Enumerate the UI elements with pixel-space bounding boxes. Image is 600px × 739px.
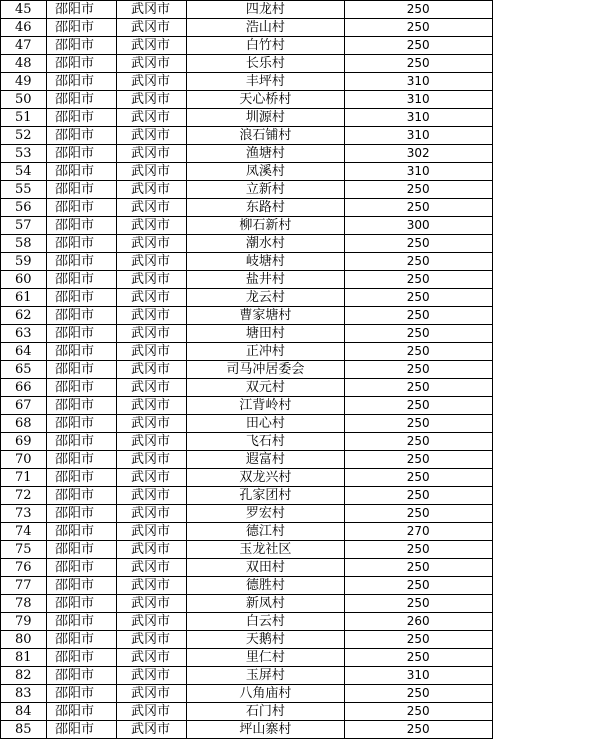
blank-cell [492, 541, 600, 559]
county-cell: 武冈市 [116, 307, 186, 325]
county-cell: 武冈市 [116, 685, 186, 703]
city-cell: 邵阳市 [46, 685, 116, 703]
value-cell: 250 [344, 361, 492, 379]
city-cell: 邵阳市 [46, 73, 116, 91]
value-cell: 250 [344, 631, 492, 649]
village-cell: 江背岭村 [186, 397, 344, 415]
row-number-cell: 70 [1, 451, 47, 469]
blank-cell [492, 343, 600, 361]
village-cell: 圳源村 [186, 109, 344, 127]
value-cell: 302 [344, 145, 492, 163]
value-cell: 250 [344, 577, 492, 595]
blank-cell [492, 703, 600, 721]
village-cell: 岐塘村 [186, 253, 344, 271]
row-number-cell: 45 [1, 1, 47, 19]
row-number-cell: 83 [1, 685, 47, 703]
row-number-cell: 50 [1, 91, 47, 109]
blank-cell [492, 253, 600, 271]
blank-cell [492, 577, 600, 595]
village-cell: 浩山村 [186, 19, 344, 37]
village-cell: 立新村 [186, 181, 344, 199]
table-row [1, 703, 600, 721]
row-number-cell: 71 [1, 469, 47, 487]
village-cell: 罗宏村 [186, 505, 344, 523]
city-cell: 邵阳市 [46, 325, 116, 343]
value-cell: 270 [344, 523, 492, 541]
blank-cell [492, 397, 600, 415]
row-number-cell: 49 [1, 73, 47, 91]
city-cell: 邵阳市 [46, 217, 116, 235]
county-cell: 武冈市 [116, 343, 186, 361]
row-number-cell: 46 [1, 19, 47, 37]
village-cell: 玉龙社区 [186, 541, 344, 559]
county-cell: 武冈市 [116, 487, 186, 505]
county-cell: 武冈市 [116, 235, 186, 253]
village-cell: 曹家塘村 [186, 307, 344, 325]
county-cell: 武冈市 [116, 505, 186, 523]
village-cell: 丰坪村 [186, 73, 344, 91]
table-row [1, 361, 600, 379]
city-cell: 邵阳市 [46, 199, 116, 217]
county-cell: 武冈市 [116, 289, 186, 307]
value-cell: 250 [344, 325, 492, 343]
value-cell: 250 [344, 469, 492, 487]
value-cell: 250 [344, 685, 492, 703]
city-cell: 邵阳市 [46, 91, 116, 109]
blank-cell [492, 19, 600, 37]
row-number-cell: 69 [1, 433, 47, 451]
county-cell: 武冈市 [116, 217, 186, 235]
county-cell: 武冈市 [116, 595, 186, 613]
value-cell: 310 [344, 163, 492, 181]
blank-cell [492, 415, 600, 433]
blank-cell [492, 127, 600, 145]
village-cell: 龙云村 [186, 289, 344, 307]
county-cell: 武冈市 [116, 631, 186, 649]
village-cell: 坪山寨村 [186, 721, 344, 739]
city-cell: 邵阳市 [46, 523, 116, 541]
value-cell: 250 [344, 451, 492, 469]
village-cell: 正冲村 [186, 343, 344, 361]
row-number-cell: 65 [1, 361, 47, 379]
village-cell: 长乐村 [186, 55, 344, 73]
row-number-cell: 56 [1, 199, 47, 217]
village-cell: 浪石铺村 [186, 127, 344, 145]
city-cell: 邵阳市 [46, 127, 116, 145]
city-cell: 邵阳市 [46, 307, 116, 325]
county-cell: 武冈市 [116, 613, 186, 631]
value-cell: 250 [344, 415, 492, 433]
blank-cell [492, 595, 600, 613]
blank-cell [492, 55, 600, 73]
row-number-cell: 72 [1, 487, 47, 505]
value-cell: 250 [344, 721, 492, 739]
row-number-cell: 68 [1, 415, 47, 433]
village-cell: 田心村 [186, 415, 344, 433]
row-number-cell: 73 [1, 505, 47, 523]
blank-cell [492, 649, 600, 667]
county-cell: 武冈市 [116, 109, 186, 127]
value-cell: 250 [344, 649, 492, 667]
blank-cell [492, 667, 600, 685]
village-cell: 盐井村 [186, 271, 344, 289]
blank-cell [492, 631, 600, 649]
blank-cell [492, 361, 600, 379]
village-cell: 新凤村 [186, 595, 344, 613]
county-cell: 武冈市 [116, 19, 186, 37]
village-cell: 飞石村 [186, 433, 344, 451]
city-cell: 邵阳市 [46, 271, 116, 289]
village-cell: 双龙兴村 [186, 469, 344, 487]
blank-cell [492, 181, 600, 199]
value-cell: 250 [344, 289, 492, 307]
county-cell: 武冈市 [116, 181, 186, 199]
city-cell: 邵阳市 [46, 19, 116, 37]
county-cell: 武冈市 [116, 163, 186, 181]
value-cell: 260 [344, 613, 492, 631]
value-cell: 250 [344, 37, 492, 55]
county-cell: 武冈市 [116, 433, 186, 451]
row-number-cell: 60 [1, 271, 47, 289]
city-cell: 邵阳市 [46, 1, 116, 19]
village-cell: 石门村 [186, 703, 344, 721]
row-number-cell: 57 [1, 217, 47, 235]
value-cell: 250 [344, 703, 492, 721]
row-number-cell: 48 [1, 55, 47, 73]
table-row [1, 685, 600, 703]
city-cell: 邵阳市 [46, 361, 116, 379]
blank-cell [492, 1, 600, 19]
row-number-cell: 81 [1, 649, 47, 667]
value-cell: 250 [344, 343, 492, 361]
county-cell: 武冈市 [116, 253, 186, 271]
county-cell: 武冈市 [116, 127, 186, 145]
blank-cell [492, 37, 600, 55]
county-cell: 武冈市 [116, 541, 186, 559]
row-number-cell: 59 [1, 253, 47, 271]
table-row [1, 343, 600, 361]
table-row [1, 379, 600, 397]
blank-cell [492, 685, 600, 703]
table-row [1, 541, 600, 559]
village-cell: 凤溪村 [186, 163, 344, 181]
city-cell: 邵阳市 [46, 379, 116, 397]
village-cell: 德胜村 [186, 577, 344, 595]
value-cell: 250 [344, 1, 492, 19]
table-row [1, 145, 600, 163]
table-row [1, 163, 600, 181]
table-row [1, 307, 600, 325]
county-cell: 武冈市 [116, 271, 186, 289]
village-cell: 渔塘村 [186, 145, 344, 163]
value-cell: 250 [344, 595, 492, 613]
city-cell: 邵阳市 [46, 289, 116, 307]
city-cell: 邵阳市 [46, 595, 116, 613]
table-row [1, 325, 600, 343]
blank-cell [492, 523, 600, 541]
village-cell: 塘田村 [186, 325, 344, 343]
row-number-cell: 85 [1, 721, 47, 739]
county-cell: 武冈市 [116, 577, 186, 595]
city-cell: 邵阳市 [46, 145, 116, 163]
city-cell: 邵阳市 [46, 631, 116, 649]
village-cell: 司马冲居委会 [186, 361, 344, 379]
city-cell: 邵阳市 [46, 397, 116, 415]
blank-cell [492, 163, 600, 181]
blank-cell [492, 307, 600, 325]
row-number-cell: 54 [1, 163, 47, 181]
city-cell: 邵阳市 [46, 559, 116, 577]
value-cell: 250 [344, 253, 492, 271]
village-cell: 双田村 [186, 559, 344, 577]
table-row [1, 649, 600, 667]
city-cell: 邵阳市 [46, 469, 116, 487]
row-number-cell: 52 [1, 127, 47, 145]
value-cell: 250 [344, 505, 492, 523]
blank-cell [492, 433, 600, 451]
table-row [1, 19, 600, 37]
table-row [1, 127, 600, 145]
value-cell: 250 [344, 307, 492, 325]
table-row [1, 271, 600, 289]
city-cell: 邵阳市 [46, 721, 116, 739]
village-cell: 里仁村 [186, 649, 344, 667]
village-cell: 白云村 [186, 613, 344, 631]
blank-cell [492, 469, 600, 487]
row-number-cell: 79 [1, 613, 47, 631]
village-cell: 东路村 [186, 199, 344, 217]
county-cell: 武冈市 [116, 451, 186, 469]
table-row [1, 505, 600, 523]
table-row [1, 631, 600, 649]
value-cell: 310 [344, 667, 492, 685]
county-cell: 武冈市 [116, 361, 186, 379]
table-row [1, 109, 600, 127]
village-cell: 柳石新村 [186, 217, 344, 235]
value-cell: 250 [344, 559, 492, 577]
city-cell: 邵阳市 [46, 613, 116, 631]
county-cell: 武冈市 [116, 397, 186, 415]
value-cell: 310 [344, 127, 492, 145]
blank-cell [492, 505, 600, 523]
table-row [1, 487, 600, 505]
county-cell: 武冈市 [116, 379, 186, 397]
table-row [1, 667, 600, 685]
table-row [1, 73, 600, 91]
table-row [1, 37, 600, 55]
table-row [1, 1, 600, 19]
county-cell: 武冈市 [116, 703, 186, 721]
county-cell: 武冈市 [116, 199, 186, 217]
row-number-cell: 51 [1, 109, 47, 127]
village-cell: 八角庙村 [186, 685, 344, 703]
city-cell: 邵阳市 [46, 55, 116, 73]
row-number-cell: 82 [1, 667, 47, 685]
county-cell: 武冈市 [116, 667, 186, 685]
table-row [1, 397, 600, 415]
blank-cell [492, 199, 600, 217]
table-row [1, 595, 600, 613]
city-cell: 邵阳市 [46, 433, 116, 451]
city-cell: 邵阳市 [46, 649, 116, 667]
row-number-cell: 78 [1, 595, 47, 613]
county-cell: 武冈市 [116, 145, 186, 163]
table-row [1, 199, 600, 217]
village-cell: 天鹅村 [186, 631, 344, 649]
city-cell: 邵阳市 [46, 235, 116, 253]
blank-cell [492, 73, 600, 91]
row-number-cell: 61 [1, 289, 47, 307]
village-cell: 遐富村 [186, 451, 344, 469]
table-body [1, 1, 600, 739]
city-cell: 邵阳市 [46, 181, 116, 199]
blank-cell [492, 91, 600, 109]
table-row [1, 91, 600, 109]
table-row [1, 577, 600, 595]
row-number-cell: 75 [1, 541, 47, 559]
blank-cell [492, 271, 600, 289]
blank-cell [492, 613, 600, 631]
row-number-cell: 62 [1, 307, 47, 325]
row-number-cell: 66 [1, 379, 47, 397]
city-cell: 邵阳市 [46, 451, 116, 469]
table-row [1, 433, 600, 451]
blank-cell [492, 289, 600, 307]
blank-cell [492, 451, 600, 469]
row-number-cell: 47 [1, 37, 47, 55]
value-cell: 250 [344, 433, 492, 451]
value-cell: 250 [344, 181, 492, 199]
village-cell: 双元村 [186, 379, 344, 397]
city-cell: 邵阳市 [46, 505, 116, 523]
row-number-cell: 67 [1, 397, 47, 415]
city-cell: 邵阳市 [46, 253, 116, 271]
value-cell: 250 [344, 397, 492, 415]
blank-cell [492, 559, 600, 577]
county-cell: 武冈市 [116, 523, 186, 541]
county-cell: 武冈市 [116, 469, 186, 487]
city-cell: 邵阳市 [46, 109, 116, 127]
value-cell: 310 [344, 109, 492, 127]
county-cell: 武冈市 [116, 415, 186, 433]
blank-cell [492, 217, 600, 235]
table-row [1, 613, 600, 631]
value-cell: 250 [344, 541, 492, 559]
county-cell: 武冈市 [116, 37, 186, 55]
value-cell: 310 [344, 73, 492, 91]
blank-cell [492, 379, 600, 397]
city-cell: 邵阳市 [46, 163, 116, 181]
table-row [1, 721, 600, 739]
table-row [1, 217, 600, 235]
value-cell: 250 [344, 487, 492, 505]
row-number-cell: 80 [1, 631, 47, 649]
blank-cell [492, 235, 600, 253]
village-cell: 四龙村 [186, 1, 344, 19]
city-cell: 邵阳市 [46, 667, 116, 685]
table-row [1, 451, 600, 469]
county-cell: 武冈市 [116, 1, 186, 19]
value-cell: 250 [344, 199, 492, 217]
value-cell: 250 [344, 271, 492, 289]
row-number-cell: 76 [1, 559, 47, 577]
blank-cell [492, 487, 600, 505]
city-cell: 邵阳市 [46, 343, 116, 361]
blank-cell [492, 325, 600, 343]
table-row [1, 469, 600, 487]
city-cell: 邵阳市 [46, 415, 116, 433]
city-cell: 邵阳市 [46, 487, 116, 505]
county-cell: 武冈市 [116, 649, 186, 667]
table-row [1, 253, 600, 271]
value-cell: 250 [344, 379, 492, 397]
table-row [1, 181, 600, 199]
row-number-cell: 55 [1, 181, 47, 199]
county-cell: 武冈市 [116, 721, 186, 739]
table-row [1, 55, 600, 73]
city-cell: 邵阳市 [46, 37, 116, 55]
value-cell: 300 [344, 217, 492, 235]
table-row [1, 415, 600, 433]
table-row [1, 523, 600, 541]
county-cell: 武冈市 [116, 91, 186, 109]
city-cell: 邵阳市 [46, 703, 116, 721]
county-cell: 武冈市 [116, 559, 186, 577]
value-cell: 250 [344, 235, 492, 253]
row-number-cell: 74 [1, 523, 47, 541]
value-cell: 310 [344, 91, 492, 109]
village-cell: 白竹村 [186, 37, 344, 55]
blank-cell [492, 109, 600, 127]
row-number-cell: 63 [1, 325, 47, 343]
village-cell: 潮水村 [186, 235, 344, 253]
village-cell: 德江村 [186, 523, 344, 541]
table-row [1, 559, 600, 577]
row-number-cell: 53 [1, 145, 47, 163]
village-cell: 孔家团村 [186, 487, 344, 505]
blank-cell [492, 721, 600, 739]
value-cell: 250 [344, 55, 492, 73]
row-number-cell: 58 [1, 235, 47, 253]
village-cell: 玉屏村 [186, 667, 344, 685]
table-row [1, 289, 600, 307]
row-number-cell: 84 [1, 703, 47, 721]
city-cell: 邵阳市 [46, 577, 116, 595]
table-row [1, 235, 600, 253]
blank-cell [492, 145, 600, 163]
village-cell: 天心桥村 [186, 91, 344, 109]
city-cell: 邵阳市 [46, 541, 116, 559]
county-cell: 武冈市 [116, 73, 186, 91]
value-cell: 250 [344, 19, 492, 37]
county-cell: 武冈市 [116, 55, 186, 73]
row-number-cell: 77 [1, 577, 47, 595]
row-number-cell: 64 [1, 343, 47, 361]
county-cell: 武冈市 [116, 325, 186, 343]
